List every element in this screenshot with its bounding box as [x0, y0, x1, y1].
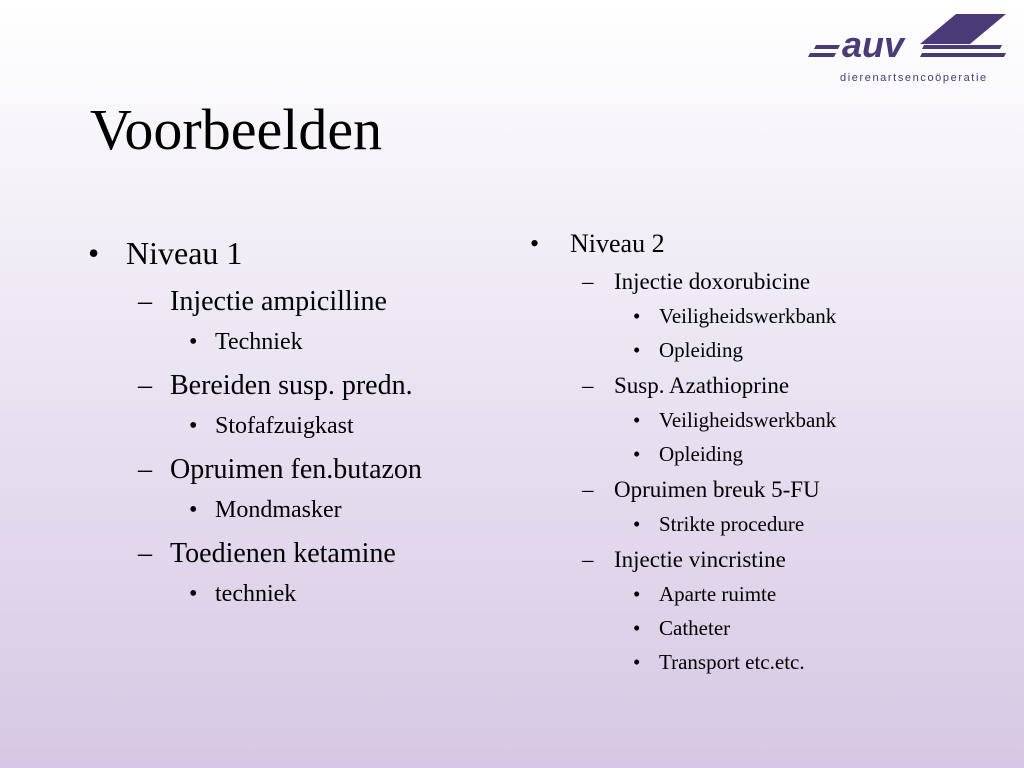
bullet-icon: • [189, 413, 198, 439]
list-item [88, 451, 422, 489]
bullet-icon: • [633, 442, 641, 466]
bullet-icon: • [633, 616, 641, 640]
dash-icon: – [582, 477, 594, 502]
company-logo [806, 12, 1010, 92]
bullet-icon: • [88, 235, 100, 271]
list-item-label: Opruimen fen.butazon [170, 454, 422, 485]
list-subitem-label: Catheter [659, 616, 731, 640]
list-item [88, 283, 422, 321]
list-subitem-label: Mondmasker [215, 497, 342, 523]
dash-icon: – [582, 373, 594, 398]
right-heading-label: Niveau 2 [570, 229, 665, 258]
dash-icon: – [138, 454, 152, 485]
list-subitem [530, 404, 836, 437]
bullet-icon: • [530, 229, 540, 258]
list-subitem [530, 646, 836, 679]
right-heading [530, 225, 836, 263]
list-item [530, 369, 836, 403]
logo-tagline: dierenartsencoöperatie [840, 72, 988, 84]
list-item-label: Opruimen breuk 5-FU [614, 477, 820, 502]
bullet-icon: • [633, 650, 641, 674]
list-item [88, 367, 422, 405]
list-item [530, 473, 836, 507]
dash-icon: – [138, 286, 152, 317]
list-item-label: Injectie vincristine [614, 547, 786, 572]
bullet-icon: • [633, 582, 641, 606]
list-item [88, 535, 422, 573]
list-subitem-label: Veiligheidswerkbank [659, 304, 837, 328]
list-item-label: Injectie doxorubicine [614, 269, 811, 294]
list-subitem [530, 300, 836, 333]
list-subitem [88, 493, 422, 527]
list-item [530, 265, 836, 299]
logo-wordmark: auv [842, 24, 905, 65]
list-subitem-label: Techniek [215, 329, 303, 355]
list-item [530, 543, 836, 577]
left-heading-label: Niveau 1 [126, 235, 243, 271]
list-subitem-label: Opleiding [659, 442, 743, 466]
list-subitem-label: Stofafzuigkast [215, 413, 354, 439]
list-subitem-label: Transport etc.etc. [659, 650, 805, 674]
list-subitem-label: Aparte ruimte [659, 582, 777, 606]
dash-icon: – [138, 538, 152, 569]
bullet-icon: • [189, 329, 198, 355]
list-subitem [88, 577, 422, 611]
list-subitem [530, 334, 836, 367]
dash-icon: – [582, 547, 594, 572]
left-heading [88, 231, 422, 275]
bullet-icon: • [633, 338, 641, 362]
list-subitem-label: Strikte procedure [659, 512, 805, 536]
bullet-icon: • [633, 512, 641, 536]
list-item-label: Bereiden susp. predn. [170, 370, 413, 401]
bullet-icon: • [633, 304, 641, 328]
list-subitem [530, 578, 836, 611]
list-subitem [530, 508, 836, 541]
list-item-label: Injectie ampicilline [170, 286, 387, 317]
list-item-label: Toedienen ketamine [170, 538, 396, 569]
list-subitem-label: Veiligheidswerkbank [659, 408, 837, 432]
logo-mark [806, 12, 1010, 70]
left-column [88, 231, 422, 611]
slide-title: Voorbeelden [90, 97, 383, 162]
list-subitem [530, 612, 836, 645]
bullet-icon: • [189, 581, 198, 607]
list-item-label: Susp. Azathioprine [614, 373, 790, 398]
list-subitem-label: techniek [215, 581, 297, 607]
dash-icon: – [138, 370, 152, 401]
dash-icon: – [582, 269, 594, 294]
list-subitem-label: Opleiding [659, 338, 743, 362]
right-column [530, 225, 836, 679]
bullet-icon: • [633, 408, 641, 432]
list-subitem [530, 438, 836, 471]
bullet-icon: • [189, 497, 198, 523]
list-subitem [88, 325, 422, 359]
list-subitem [88, 409, 422, 443]
